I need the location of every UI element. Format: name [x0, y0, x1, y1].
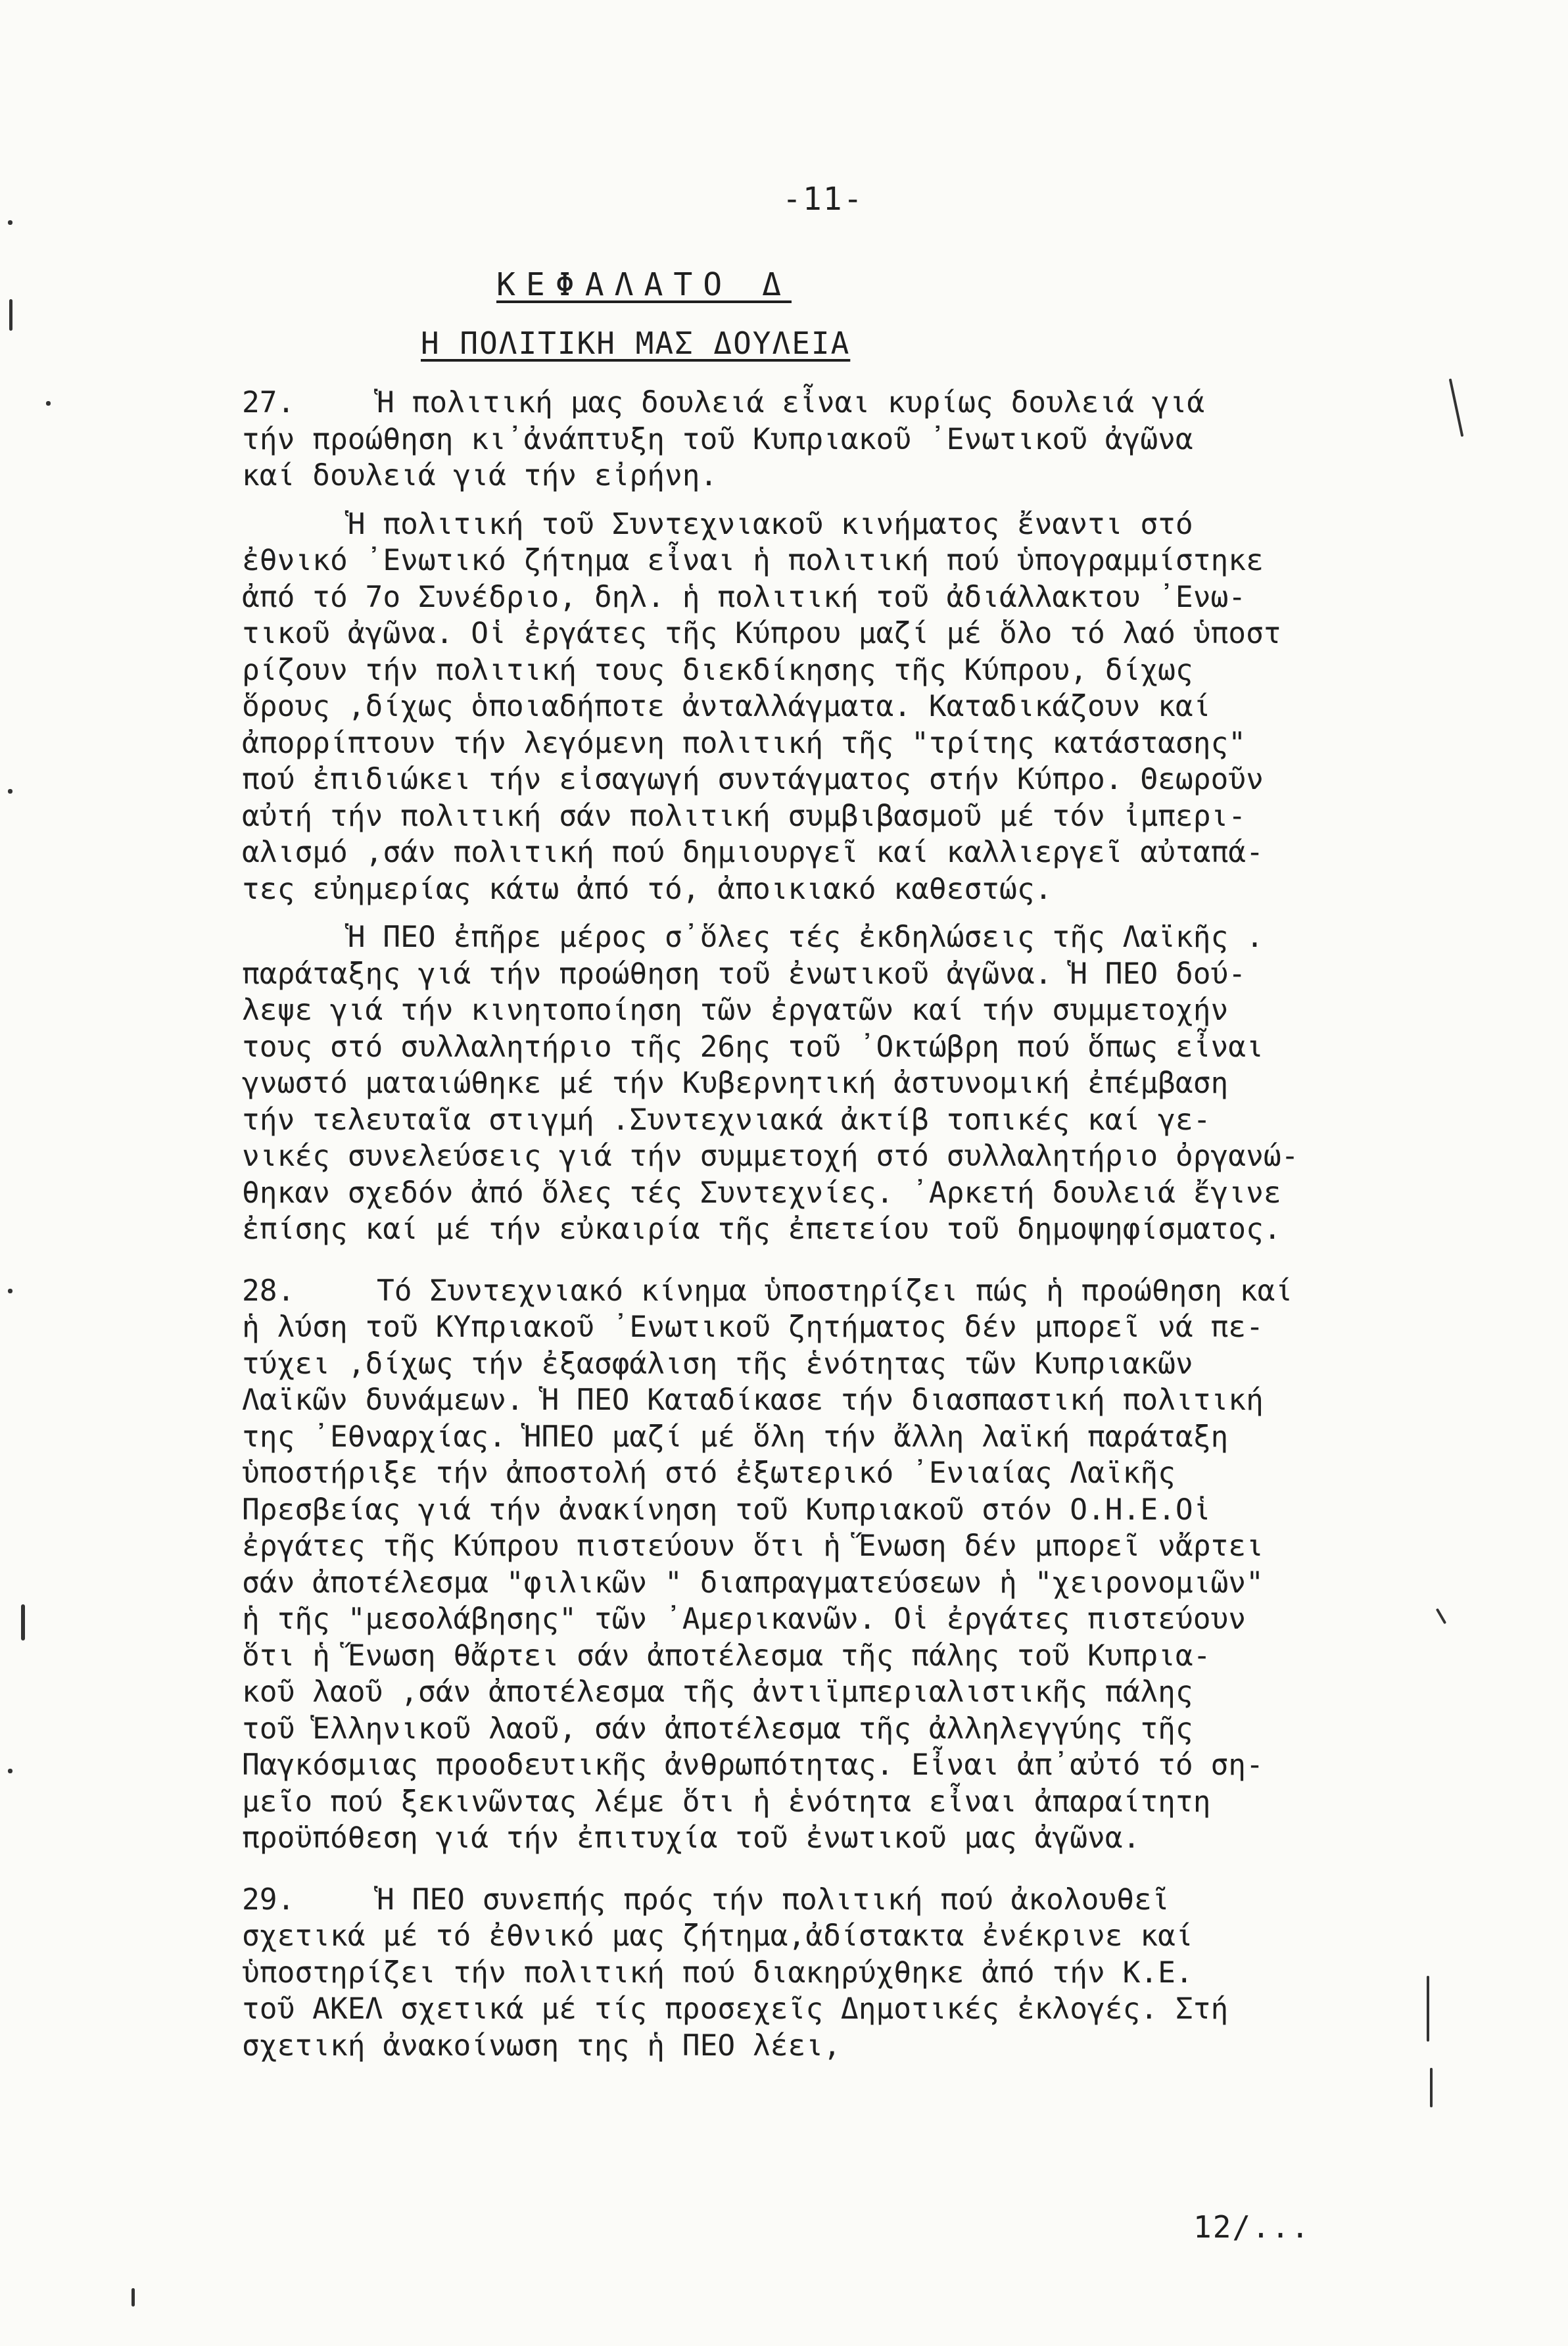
- text-line: Ἡ ΠΕΟ συνεπής πρός τήν πολιτική πού ἀκολουθεῖ: [377, 1882, 1170, 1917]
- margin-mark: [1427, 1976, 1429, 2042]
- text-line: προϋπόθεση γιά τήν ἐπιτυχία τοῦ ἐνωτικοῦ μας ἀγῶνα.: [242, 1821, 1141, 1855]
- margin-mark: [21, 1604, 25, 1640]
- text-line: ὑποστήριξε τήν ἀποστολή στό ἐξωτερικό ᾽Ενιαίας Λαϊκῆς: [242, 1456, 1176, 1490]
- text-line: καί δουλειά γιά τήν εἰρήνη.: [242, 459, 718, 492]
- margin-mark: [46, 401, 51, 406]
- margin-mark: [9, 299, 12, 331]
- margin-mark: [8, 220, 12, 225]
- text-line: Ἡ ΠΕΟ ἐπῆρε μέρος σ᾽ὅλες τές ἐκδηλώσεις τῆς Λαϊκῆς .: [242, 921, 1264, 954]
- text-line: κοῦ λαοῦ ,σάν ἀποτέλεσμα τῆς ἀντιϊμπεριαλιστικῆς πάλης: [242, 1675, 1193, 1709]
- text-line: τοῦ ΑΚΕΛ σχετικά μέ τίς προσεχεῖς Δημοτικές ἐκλογές. Στή: [242, 1992, 1229, 2026]
- text-line: πού ἐπιδιώκει τήν εἰσαγωγή συντάγματος στήν Κύπρο. Θεωροῦν: [242, 763, 1264, 796]
- margin-mark: [8, 789, 12, 794]
- text-line: ὅρους ,δίχως ὁποιαδήποτε ἀνταλλάγματα. Καταδικάζουν καί: [242, 690, 1211, 723]
- margin-mark: [1436, 1608, 1446, 1625]
- text-line: ἀπό τό 7ο Συνέδριο, δηλ. ἡ πολιτική τοῦ ἀδιάλλακτου ᾽Ενω-: [242, 580, 1247, 614]
- margin-mark: [131, 2288, 135, 2307]
- text-line: σχετικά μέ τό ἐθνικό μας ζήτημα,ἀδίστακτα ἐνέκρινε καί: [242, 1919, 1193, 1953]
- text-line: της ᾽Εθναρχίας. ἩΠΕΟ μαζί μέ ὅλη τήν ἄλλη λαϊκή παράταξη: [242, 1420, 1229, 1454]
- margin-mark: [1449, 379, 1464, 437]
- text-line: Παγκόσμιας προοδευτικῆς ἀνθρωπότητας. Εἶναι ἀπ᾽αὐτό τό ση-: [242, 1748, 1264, 1782]
- paragraph-number: 29.: [242, 1882, 295, 1917]
- text-line: τύχει ,δίχως τήν ἐξασφάλιση τῆς ἑνότητας τῶν Κυπριακῶν: [242, 1347, 1193, 1381]
- continuation-marker: 12/...: [1193, 2209, 1311, 2245]
- text-line: νικές συνελεύσεις γιά τήν συμμετοχή στό συλλαλητήριο ὀργανώ-: [242, 1139, 1299, 1173]
- text-line: παράταξης γιά τήν προώθηση τοῦ ἐνωτικοῦ ἀγῶνα. Ἡ ΠΕΟ δού-: [242, 957, 1247, 991]
- text-line: Λαϊκῶν δυνάμεων. Ἡ ΠΕΟ Καταδίκασε τήν διασπαστική πολιτική: [242, 1383, 1264, 1417]
- text-line: σάν ἀποτέλεσμα "φιλικῶν " διαπραγματεύσεων ἡ "χειρονομιῶν": [242, 1566, 1264, 1600]
- text-line: μεῖο πού ξεκινῶντας λέμε ὅτι ἡ ἑνότητα εἶναι ἀπαραίτητη: [242, 1784, 1211, 1819]
- text-line: ἀπορρίπτουν τήν λεγόμενη πολιτική τῆς "τρίτης κατάστασης": [242, 726, 1247, 760]
- text-line: τήν προώθηση κι᾽ἀνάπτυξη τοῦ Κυπριακοῦ ᾽Ενωτικοῦ ἀγῶνα: [242, 422, 1193, 456]
- paragraph-27-peo-actions: [242, 919, 1419, 1248]
- chapter-title: ΚΕΦΑΛΑΤΟ Δ: [496, 266, 792, 303]
- text-line: θηκαν σχεδόν ἀπό ὅλες τές Συντεχνίες. ᾽Αρκετή δουλειά ἔγινε: [242, 1176, 1281, 1210]
- text-line: τοῦ Ἑλληνικοῦ λαοῦ, σάν ἀποτέλεσμα τῆς ἀλληλεγγύης τῆς: [242, 1712, 1193, 1746]
- text-line: ὑποστηρίζει τήν πολιτική πού διακηρύχθηκε ἀπό τήν Κ.Ε.: [242, 1955, 1193, 1990]
- paragraph-28: [242, 1273, 1419, 1857]
- page-number: -11-: [782, 181, 864, 218]
- paragraph-number: 28.: [242, 1274, 295, 1308]
- body-text: [242, 385, 1419, 2064]
- text-line: ὅτι ἡ Ἕνωση θἄρτει σάν ἀποτέλεσμα τῆς πάλης τοῦ Κυπρια-: [242, 1639, 1211, 1673]
- text-line: αλισμό ,σάν πολιτική πού δημιουργεῖ καί καλλιεργεῖ αὐταπά-: [242, 836, 1264, 869]
- paragraph-27-political-line: [242, 506, 1419, 908]
- paragraph-27: [242, 385, 1419, 494]
- text-line: λεψε γιά τήν κινητοποίηση τῶν ἐργατῶν καί τήν συμμετοχήν: [242, 993, 1229, 1027]
- text-line: αὐτή τήν πολιτική σάν πολιτική συμβιβασμοῦ μέ τόν ἰμπερι-: [242, 799, 1247, 833]
- text-line: Ἡ πολιτική τοῦ Συντεχνιακοῦ κινήματος ἔναντι στό: [242, 507, 1193, 541]
- text-line: Ἡ πολιτική μας δουλειά εἶναι κυρίως δουλειά γιά: [377, 386, 1205, 419]
- margin-mark: [8, 1289, 12, 1293]
- text-line: γνωστό ματαιώθηκε μέ τήν Κυβερνητική ἀστυνομική ἐπέμβαση: [242, 1066, 1229, 1100]
- text-line: Τό Συντεχνιακό κίνημα ὑποστηρίζει πώς ἡ προώθηση καί: [377, 1274, 1293, 1308]
- section-title: Η ΠΟΛΙΤΙΚΗ ΜΑΣ ΔΟΥΛΕΙΑ: [421, 325, 851, 361]
- text-line: τες εὐημερίας κάτω ἀπό τό, ἀποικιακό καθεστώς.: [242, 872, 1053, 906]
- margin-mark: [8, 1769, 12, 1773]
- text-line: τικοῦ ἀγῶνα. Οἱ ἐργάτες τῆς Κύπρου μαζί μέ ὅλο τό λαό ὑποστ: [242, 617, 1281, 650]
- margin-mark: [1430, 2068, 1433, 2107]
- text-line: τους στό συλλαλητήριο τῆς 26ης τοῦ ᾽Οκτώβρη πού ὅπως εἶναι: [242, 1030, 1264, 1064]
- text-line: ἡ τῆς "μεσολάβησης" τῶν ᾽Αμερικανῶν. Οἱ ἐργάτες πιστεύουν: [242, 1602, 1247, 1636]
- text-line: σχετική ἀνακοίνωση της ἡ ΠΕΟ λέει,: [242, 2028, 841, 2063]
- text-line: ἐθνικό ᾽Ενωτικό ζήτημα εἶναι ἡ πολιτική πού ὑπογραμμίστηκε: [242, 544, 1264, 577]
- text-line: ἡ λύση τοῦ ΚΥπριακοῦ ᾽Ενωτικοῦ ζητήματος δέν μπορεῖ νά πε-: [242, 1310, 1264, 1344]
- text-line: ἐπίσης καί μέ τήν εὐκαιρία τῆς ἐπετείου τοῦ δημοψηφίσματος.: [242, 1212, 1281, 1246]
- paragraph-number: 27.: [242, 386, 295, 419]
- text-line: ρίζουν τήν πολιτική τους διεκδίκησης τῆς Κύπρου, δίχως: [242, 653, 1193, 687]
- paragraph-29: [242, 1882, 1419, 2065]
- text-line: Πρεσβείας γιά τήν ἀνακίνηση τοῦ Κυπριακοῦ στόν Ο.Η.Ε.Οἱ: [242, 1493, 1211, 1527]
- text-line: τήν τελευταῖα στιγμή .Συντεχνιακά ἀκτίβ τοπικές καί γε-: [242, 1103, 1211, 1137]
- text-line: ἐργάτες τῆς Κύπρου πιστεύουν ὅτι ἡ Ἕνωση δέν μπορεῖ νἄρτει: [242, 1529, 1264, 1563]
